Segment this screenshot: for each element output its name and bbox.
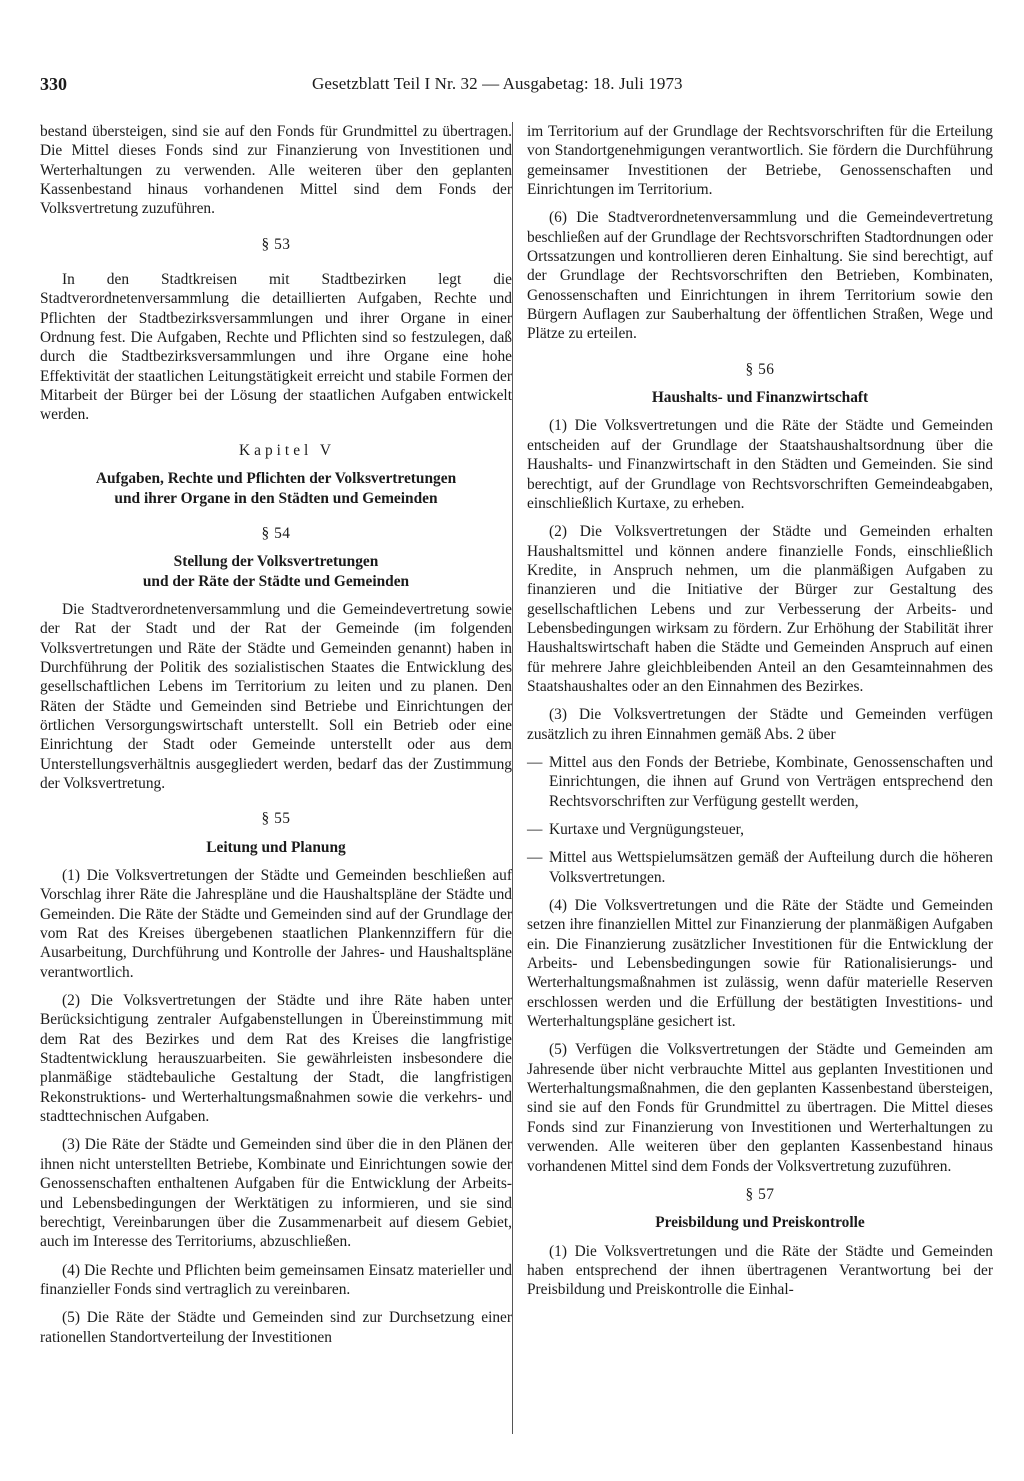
section-55-title: Leitung und Planung (206, 838, 346, 856)
right-column (527, 122, 993, 1300)
section-56-paragraph-2: (2) Die Volksvertretungen der Städte und Gemeinden erhalten Haushaltsmittel und können andere finanzielle Fonds, einschließlich Kredite, in Anspruch nehmen, um die planmäßigen Aufgaben zu finanzieren und die Initiative der Bürger zur Gestaltung des gesellschaftlichen Lebens und zur Verbesserung der Arbeits- und Lebensbedingungen wirksam zu fördern. Zur Erhöhung der Stabilität ihrer Haushaltswirtschaft haben die Städte und Gemeinden Anspruch auf einen für mehrere Jahre gleichbleibenden Anteil an den Gesamteinnahmen des Staatshaushaltes oder an den Einnahmen des Bezirkes. (527, 523, 993, 695)
section-54-heading: § 54 (261, 524, 291, 542)
section-56-paragraph-4: (4) Die Volksvertretungen und die Räte der Städte und Gemeinden setzen ihre finanziellen Mittel zur Finanzierung der planmäßigen Aufgaben ein. Die Finanzierung zusätzlicher Investitionen für die Entwicklung der Arbeits- und Lebensbedingungen sowie für Rationalisierungs- und Werterhaltungsmaßnahmen ist zulässig, wenn dafür materielle Reserven erschlossen werden und die Erfüllung der bestätigten Investitions- und Werterhaltungspläne gesichert ist. (527, 897, 993, 1031)
section-55-paragraph-5: (5) Die Räte der Städte und Gemeinden sind zur Durchsetzung einer rationellen Standortverteilung der Investitionen (40, 1309, 512, 1346)
chapter-title-line-1: Aufgaben, Rechte und Pflichten der Volksvertretungen (95, 470, 457, 488)
section-55-paragraph-1: (1) Die Volksvertretungen der Städte und Gemeinden beschließen auf Vorschlag ihrer Räte die Jahrespläne und die Haushaltspläne der Städte und Gemeinden. Die Räte der Städte und Gemeinden sind auf der Grundlage der vom Rat des Kreises übergebenen staatlichen Plankennziffern für die Ausarbeitung, Durchführung und Kontrolle der Jahres- und Haushaltspläne verantwortlich. (40, 867, 512, 981)
section-57-heading: § 57 (745, 1185, 775, 1203)
list-item (527, 753, 993, 811)
section-55-paragraph-4: (4) Die Rechte und Pflichten beim gemeinsamen Einsatz materieller und finanzieller Fonds sind vertraglich zu vereinbaren. (40, 1261, 512, 1298)
list-item-text: Mittel aus Wettspielumsätzen gemäß der Aufteilung durch die höheren Volksvertretungen. (549, 849, 993, 886)
section-56-heading: § 56 (745, 360, 775, 378)
dash-marker: — (527, 849, 543, 867)
section-53-heading: § 53 (261, 235, 291, 253)
section-54-paragraph: Die Stadtverordnetenversammlung und die Gemeindevertretung sowie der Rat der Stadt und der Rat der Gemeinde (im folgenden Volksvertretungen und Räte der Städte und Gemeinden genannt) haben in Durchführung der Politik des sozialistischen Staates die Entwicklung des gesellschaftlichen Lebens im Territorium zu leiten und zu planen. Den Räten der Städte und Gemeinden sind Betriebe und Einrichtungen der örtlichen Versorgungswirtschaft unterstellt. Soll ein Betrieb oder eine Einrichtung der Stadt oder Gemeinde unterstellt oder aus dem Unterstellungsverhältnis ausgegliedert werden, bedarf das der Zustimmung der Volksvertretung. (40, 600, 512, 792)
list-item-text: Kurtaxe und Vergnügungsteuer, (549, 821, 745, 838)
paragraph-continued: bestand übersteigen, sind sie auf den Fonds für Grundmittel zu übertragen. Die Mittel dieses Fonds sind zur Finanzierung von Investitionen und Werterhaltungen zu verwenden. Alle weiteren über den geplanten Kassenbestand hinaus vorhandenen Mittel sind dem Fonds der Volksvertretung zuzuführen. (40, 123, 512, 218)
section-54-title-line-2: und der Räte der Städte und Gemeinden (142, 572, 410, 590)
paragraph-continued-right: im Territorium auf der Grundlage der Rechtsvorschriften für die Erteilung von Standortgenehmigungen verantwortlich. Sie fördern die Durchführung gemeinsamer Investitionen der Betriebe, Genossenschaften und Einrichtungen im Territorium. (527, 123, 993, 199)
section-54-title-line-1: Stellung der Volksvertretungen (173, 553, 379, 571)
section-56-paragraph-3: (3) Die Volksvertretungen der Städte und Gemeinden verfügen zusätzlich zu ihren Einnahmen gemäß Abs. 2 über (527, 706, 993, 743)
list-item (527, 820, 993, 839)
column-divider (512, 122, 513, 1434)
page-number: 330 (40, 74, 67, 94)
section-55-paragraph-6: (6) Die Stadtverordnetenversammlung und die Gemeindevertretung beschließen auf der Grundlage der Rechtsvorschriften Stadtordnungen oder Ortssatzungen und kontrollieren deren Einhaltung. Sie sind berechtigt, auf der Grundlage der Rechtsvorschriften den Betrieben, Kombinaten, Genossenschaften und Einrichtungen in ihrem Territorium sowie den Bürgern Auflagen zur Sauberhaltung der öffentlichen Straßen, Wege und Plätze zu erteilen. (527, 209, 993, 343)
chapter-heading: Kapitel V (239, 441, 335, 459)
chapter-title-line-2: und ihrer Organe in den Städten und Gemeinden (114, 489, 438, 507)
page-header (40, 74, 1000, 98)
section-56-title: Haushalts- und Finanzwirtschaft (651, 389, 869, 407)
section-55-paragraph-2: (2) Die Volksvertretungen der Städte und ihre Räte haben unter Berücksichtigung zentraler Aufgabenstellungen in Übereinstimmung mit dem Rat des Bezirkes und dem Rat des Kreises die langfristige Stadtentwicklung herauszuarbeiten. Sie gewährleisten insbesondere die planmäßige städtebauliche Gestaltung der Stadt, die langfristigen Rekonstruktions- und Werterhaltungsmaßnahmen sowie die verkehrs- und stadttechnischen Aufgaben. (40, 992, 512, 1126)
dash-marker: — (527, 821, 543, 838)
section-57-paragraph-1: (1) Die Volksvertretungen und die Räte der Städte und Gemeinden haben entsprechend der ihnen übertragenen Verantwortung bei der Preisbildung und Preiskontrolle die Einhal- (527, 1242, 993, 1299)
list-item-text: Mittel aus den Fonds der Betriebe, Kombinate, Genossenschaften und Einrichtungen, die ihnen auf Grund von Verträgen entsprechend den Rechtsvorschriften zur Verfügung gestellt werden, (549, 753, 993, 810)
left-column (40, 122, 512, 1347)
section-56-paragraph-5: (5) Verfügen die Volksvertretungen der Städte und Gemeinden am Jahresende über nicht verbrauchte Mittel aus geplanten Investitionen und Werterhaltungsmaßnahmen, die den geplanten Kassenbestand übersteigen, sind sie auf den Fonds für Grundmittel zu übertragen. Die Mittel dieses Fonds sind zur Finanzierung von Investitionen und Werterhaltungen zu verwenden. Alle weiteren über den geplanten Kassenbestand hinaus vorhandenen Mittel sind dem Fonds der Volksvertretung zuzuführen. (527, 1041, 993, 1175)
section-55-heading: § 55 (261, 810, 291, 828)
section-55-paragraph-3: (3) Die Räte der Städte und Gemeinden sind über die in den Plänen der ihnen nicht unterstellten Betriebe, Kombinate und Einrichtungen sowie der Genossenschaften enthaltenen Aufgaben für die Entwicklung der Arbeits- und Lebensbedingungen der Werktätigen zu informieren, und sie sind berechtigt, Vereinbarungen über die Zusammenarbeit auf diesem Gebiet, auch im Interesse des Territoriums, abzuschließen. (40, 1136, 512, 1251)
header-title: Gesetzblatt Teil I Nr. 32 — Ausgabetag: 18. Juli 1973 (312, 74, 683, 93)
section-57-title: Preisbildung und Preiskontrolle (655, 1214, 865, 1232)
section-56-paragraph-1: (1) Die Volksvertretungen und die Räte der Städte und Gemeinden entscheiden auf der Grundlage der Staatshaushaltsordnung über die Haushalts- und Finanzwirtschaft in den Städten und Gemeinden. Sie sind berechtigt, auf der Grundlage von Rechtsvorschriften Gemeindeabgaben, einschließlich Kurtaxe, zu erheben. (527, 417, 993, 512)
list-item (527, 848, 993, 887)
dash-marker: — (527, 753, 543, 771)
section-53-paragraph: In den Stadtkreisen mit Stadtbezirken legt die Stadtverordnetenversammlung die detaillierten Aufgaben, Rechte und Pflichten der Stadtbezirksversammlungen und ihrer Organe in einer Ordnung fest. Die Aufgaben, Rechte und Pflichten sind so festzulegen, daß durch die Stadtbezirksversammlungen und ihre Organe eine hohe Effektivität der staatlichen Leitungstätigkeit erreicht und stabile Formen der Mitarbeit der Bürger bei der Lösung der staatlichen Aufgaben entwickelt werden. (40, 271, 512, 424)
